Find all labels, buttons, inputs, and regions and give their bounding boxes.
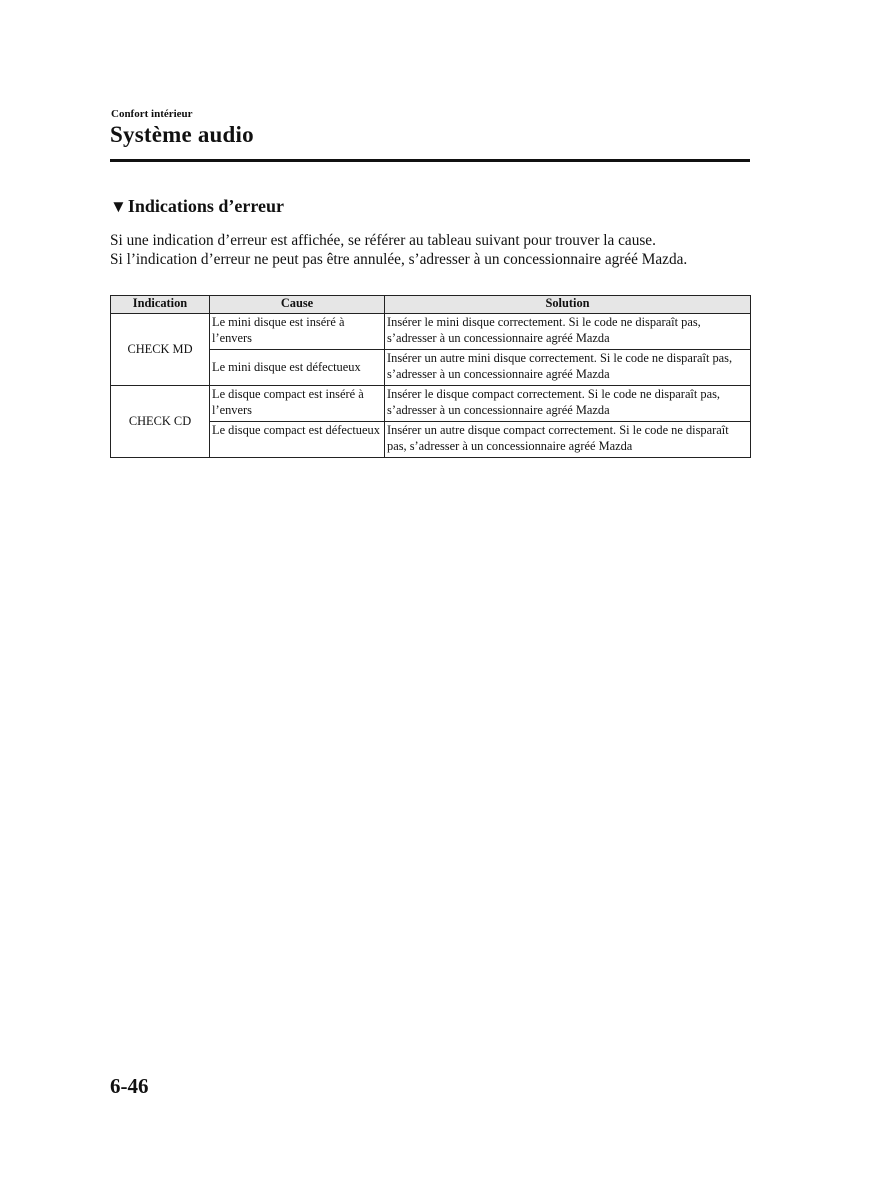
indication-cell: CHECK MD xyxy=(111,314,210,386)
solution-cell: Insérer le mini disque correctement. Si le code ne disparaît pas, s’adresser à un concessionnaire agréé Mazda xyxy=(385,314,751,350)
table-header-row xyxy=(111,296,751,314)
page-title: Système audio xyxy=(110,122,254,147)
cause-cell: Le disque compact est défectueux xyxy=(210,422,385,458)
solution-cell: Insérer un autre mini disque correctement. Si le code ne disparaît pas, s’adresser à un concessionnaire agréé Mazda xyxy=(385,350,751,386)
solution-cell: Insérer le disque compact correctement. Si le code ne disparaît pas, s’adresser à un concessionnaire agréé Mazda xyxy=(385,386,751,422)
error-indication-table xyxy=(110,295,751,458)
triangle-down-icon: ▼ xyxy=(110,197,127,216)
cause-cell: Le mini disque est inséré à l’envers xyxy=(210,314,385,350)
title-divider xyxy=(110,159,750,162)
table-row xyxy=(111,314,751,350)
column-header-cause: Cause xyxy=(210,296,385,314)
breadcrumb: Confort intérieur xyxy=(111,108,193,120)
intro-line-2: Si l’indication d’erreur ne peut pas être annulée, s’adresser à un concessionnaire agréé Mazda. xyxy=(110,251,688,268)
section-heading-text: Indications d’erreur xyxy=(127,196,284,216)
section-heading xyxy=(110,196,284,217)
intro-line-1: Si une indication d’erreur est affichée, se référer au tableau suivant pour trouver la cause. xyxy=(110,232,656,249)
column-header-indication: Indication xyxy=(111,296,210,314)
page-number: 6-46 xyxy=(110,1074,149,1098)
cause-cell: Le disque compact est inséré à l’envers xyxy=(210,386,385,422)
column-header-solution: Solution xyxy=(385,296,751,314)
indication-cell: CHECK CD xyxy=(111,386,210,458)
solution-cell: Insérer un autre disque compact correctement. Si le code ne disparaît pas, s’adresser à un concessionnaire agréé Mazda xyxy=(385,422,751,458)
intro-text xyxy=(110,231,750,269)
table-row xyxy=(111,386,751,422)
cause-cell: Le mini disque est défectueux xyxy=(210,350,385,386)
